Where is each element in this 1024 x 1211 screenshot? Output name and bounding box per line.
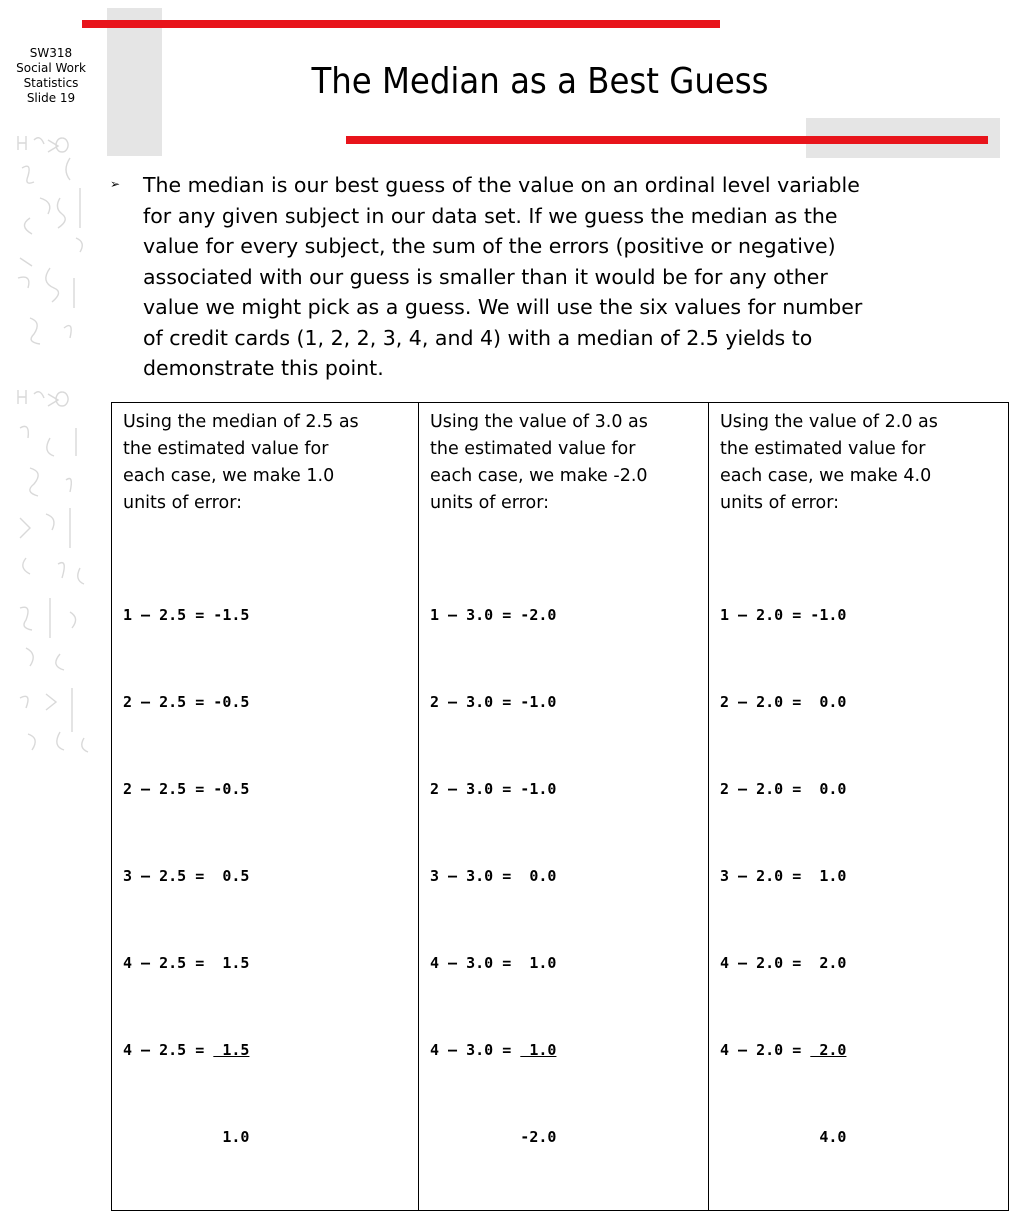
calc-row: 3 – 2.5 = 0.5 [123, 867, 250, 885]
calc-row: 2 – 3.0 = -1.0 [430, 780, 557, 798]
calc-row: 4 – 2.5 = 1.5 [123, 954, 250, 972]
calc-row: 1 – 3.0 = -2.0 [430, 606, 557, 624]
course-code: SW318 [29, 46, 73, 60]
calc-row: 1 – 2.5 = -1.5 [123, 606, 250, 624]
calc-total: 4.0 [720, 1128, 847, 1146]
calc-row: 4 – 3.0 = 1.0 [430, 954, 557, 972]
body-line: for any given subject in our data set. If we guess the median as the [143, 203, 838, 228]
body-line: demonstrate this point. [143, 356, 384, 380]
column-median [112, 403, 419, 1211]
calc-total: 1.0 [123, 1128, 250, 1146]
calc-row: 4 – 2.0 = 2.0 [720, 954, 847, 972]
error-calculations [430, 543, 701, 1210]
column-header: Using the value of 3.0 as the estimated value for each case, we make -2.0 units of error: [430, 412, 648, 513]
error-calculations [123, 543, 411, 1210]
error-calculations [720, 543, 1001, 1210]
calc-row-last: 4 – 3.0 = 1.0 [430, 1041, 557, 1059]
calc-row: 3 – 3.0 = 0.0 [430, 867, 557, 885]
calc-row: 3 – 2.0 = 1.0 [720, 867, 847, 885]
column-value-2 [709, 403, 1009, 1211]
table-row [112, 403, 1009, 1211]
column-header: Using the value of 2.0 as the estimated value for each case, we make 4.0 units of error: [720, 412, 938, 513]
calc-row-last: 4 – 2.0 = 2.0 [720, 1041, 847, 1059]
column-header: Using the median of 2.5 as the estimated value for each case, we make 1.0 units of error: [123, 412, 359, 513]
calc-row: 2 – 2.5 = -0.5 [123, 693, 250, 711]
bullet-arrow-icon: ➢ [110, 177, 121, 191]
body-line: associated with our guess is smaller than it would be for any other [143, 264, 828, 289]
calc-row: 2 – 2.0 = 0.0 [720, 693, 847, 711]
comparison-table [111, 402, 1009, 1211]
formula-watermark [0, 128, 104, 764]
body-paragraph [143, 170, 963, 384]
calc-total: -2.0 [430, 1128, 557, 1146]
decorative-gray-bar-left [107, 8, 162, 156]
calc-row: 2 – 3.0 = -1.0 [430, 693, 557, 711]
decorative-red-line-bottom [346, 136, 988, 144]
decorative-red-line-top [82, 20, 720, 28]
body-line: value for every subject, the sum of the errors (positive or negative) [143, 234, 836, 258]
body-line: of credit cards (1, 2, 2, 3, 4, and 4) with a median of 2.5 yields to [143, 325, 813, 350]
column-value-3 [419, 403, 709, 1211]
course-name-line1: Social Work [16, 61, 86, 75]
course-label [2, 46, 100, 106]
body-line: value we might pick as a guess. We will use the six values for number [143, 295, 863, 319]
slide-title: The Median as a Best Guess [311, 61, 769, 102]
calc-row: 2 – 2.5 = -0.5 [123, 780, 250, 798]
body-line: The median is our best guess of the value on an ordinal level variable [143, 173, 860, 197]
course-name-line2: Statistics [23, 76, 79, 90]
slide-number: Slide 19 [26, 91, 76, 105]
calc-row-last: 4 – 2.5 = 1.5 [123, 1041, 250, 1059]
calc-row: 1 – 2.0 = -1.0 [720, 606, 847, 624]
calc-row: 2 – 2.0 = 0.0 [720, 780, 847, 798]
